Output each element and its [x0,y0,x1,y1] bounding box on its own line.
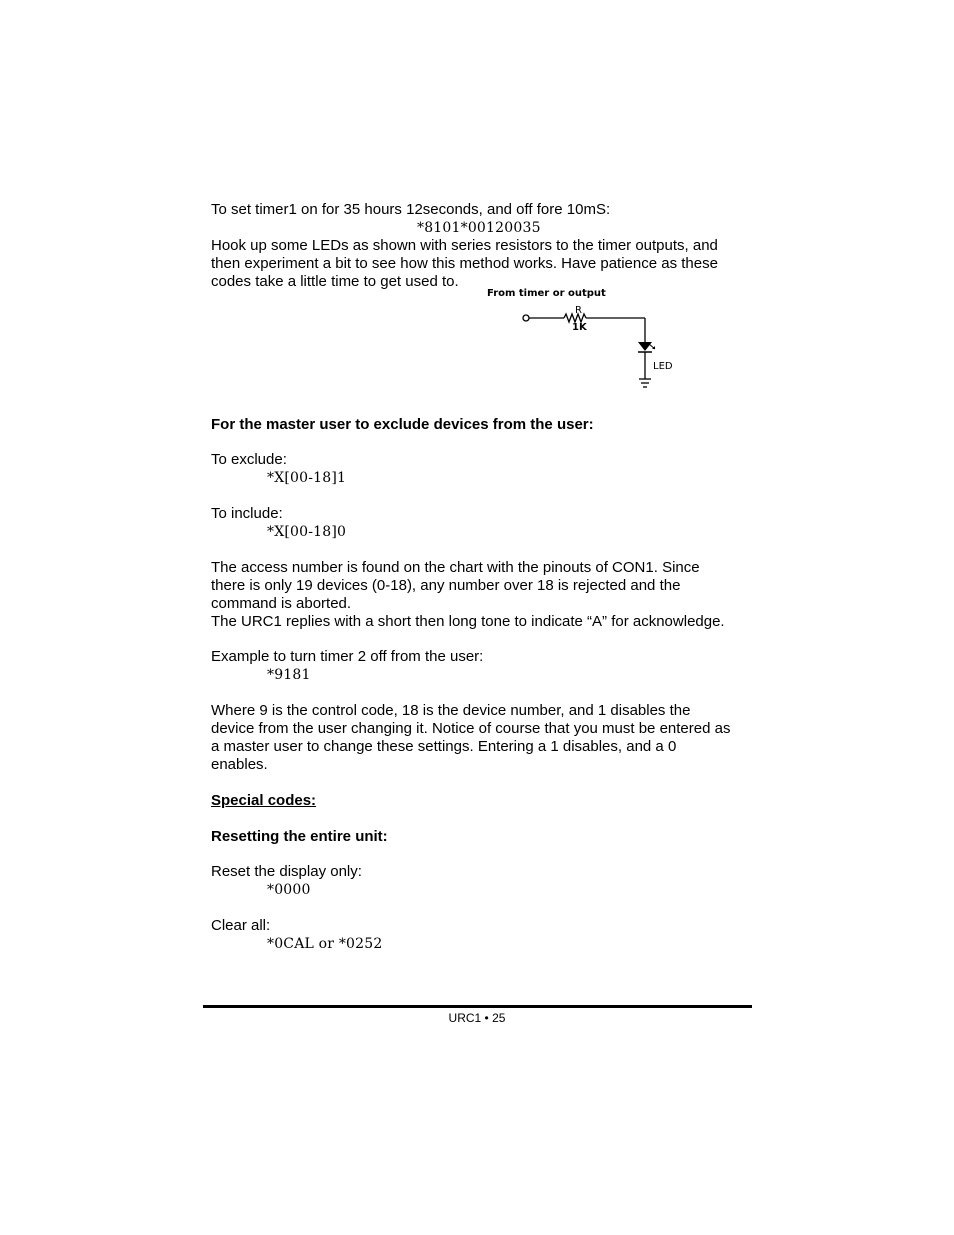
timer-code: *8101*00120035 [417,220,541,236]
special-codes-heading: Special codes: [211,792,317,809]
diagram-title: From timer or output [487,288,606,299]
access-line: command is aborted. [211,595,352,612]
hookup-line: then experiment a bit to see how this method works. Have patience as these [211,255,718,272]
clear-all-label: Clear all: [211,917,271,934]
where-line: a master user to change these settings. Entering a 1 disables, and a 0 [211,738,677,755]
exclude-code: *X[00-18]1 [267,470,347,486]
led-label: LED [653,361,673,372]
resistor-label: R [575,305,582,316]
where-line: enables. [211,756,268,773]
access-line: there is only 19 devices (0-18), any number over 18 is rejected and the [211,577,681,594]
access-line: The access number is found on the chart with the pinouts of CON1. Since [211,559,700,576]
reset-display-label: Reset the display only: [211,863,362,880]
where-line: Where 9 is the control code, 18 is the device number, and 1 disables the [211,702,691,719]
led-diode-symbol [638,342,652,351]
input-terminal [523,315,529,321]
reset-display-code: *0000 [267,882,311,898]
hookup-line: Hook up some LEDs as shown with series resistors to the timer outputs, and [211,237,718,254]
clear-all-code: *0CAL or *0252 [267,936,383,952]
where-line: device from the user changing it. Notice of course that you must be entered as [211,720,731,737]
include-code: *X[00-18]0 [267,524,347,540]
hookup-line: codes take a little time to get used to. [211,273,459,290]
footer-rule [203,1005,752,1008]
access-paragraph [211,559,756,631]
intro-line: To set timer1 on for 35 hours 12seconds, and off fore 10mS: [211,201,611,218]
page-footer: URC1 • 25 [448,1011,506,1025]
where-paragraph [211,702,756,774]
example-label: Example to turn timer 2 off from the user: [211,648,484,665]
led-circuit-diagram [480,282,700,394]
resistor-value: 1K [572,322,587,333]
reset-heading: Resetting the entire unit: [211,828,388,845]
exclude-label: To exclude: [211,451,287,468]
exclude-heading: For the master user to exclude devices from the user: [211,416,594,433]
example-code: *9181 [267,667,311,683]
access-line: The URC1 replies with a short then long tone to indicate “A” for acknowledge. [211,613,725,630]
include-label: To include: [211,505,283,522]
